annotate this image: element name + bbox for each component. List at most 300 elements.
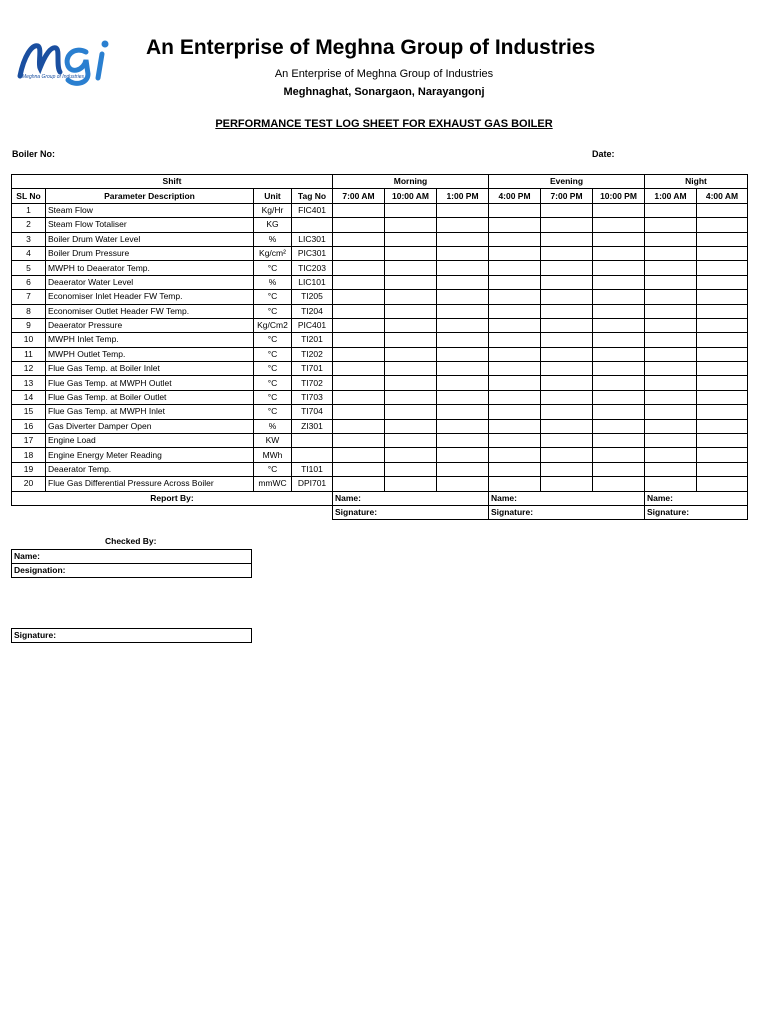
time-col: 1:00 PM — [437, 189, 489, 203]
unit-cell: °C — [254, 390, 292, 404]
reading-cell[interactable] — [645, 246, 697, 260]
reading-cell[interactable] — [697, 261, 748, 275]
reading-cell[interactable] — [593, 462, 645, 476]
reading-cell[interactable] — [697, 318, 748, 332]
unit-cell: °C — [254, 376, 292, 390]
reading-cell[interactable] — [593, 275, 645, 289]
reading-cell[interactable] — [593, 390, 645, 404]
reading-cell[interactable] — [489, 347, 541, 361]
reading-cell[interactable] — [697, 203, 748, 217]
reading-cell[interactable] — [437, 419, 489, 433]
reading-cell[interactable] — [645, 462, 697, 476]
time-col: 1:00 AM — [645, 189, 697, 203]
reading-cell[interactable] — [333, 232, 385, 246]
reading-cell[interactable] — [645, 290, 697, 304]
sl-cell: 16 — [12, 419, 46, 433]
table-row — [12, 261, 748, 275]
reading-cell[interactable] — [385, 477, 437, 491]
reading-cell[interactable] — [333, 477, 385, 491]
shift-morning: Morning — [333, 175, 489, 189]
reading-cell[interactable] — [645, 477, 697, 491]
reading-cell[interactable] — [593, 304, 645, 318]
reading-cell[interactable] — [333, 290, 385, 304]
reading-cell[interactable] — [645, 333, 697, 347]
reading-cell[interactable] — [645, 261, 697, 275]
sl-cell: 6 — [12, 275, 46, 289]
table-row — [12, 275, 748, 289]
reading-cell[interactable] — [385, 347, 437, 361]
param-cell: Flue Gas Temp. at MWPH Outlet — [46, 376, 254, 390]
reading-cell[interactable] — [645, 318, 697, 332]
reading-cell[interactable] — [437, 362, 489, 376]
param-cell: Deaerator Pressure — [46, 318, 254, 332]
reading-cell[interactable] — [541, 405, 593, 419]
reading-cell[interactable] — [333, 304, 385, 318]
checked-name[interactable]: Name: — [12, 550, 252, 564]
tag-cell: DPI701 — [292, 477, 333, 491]
tag-cell — [292, 434, 333, 448]
reading-cell[interactable] — [489, 448, 541, 462]
reading-cell[interactable] — [489, 419, 541, 433]
param-cell: Boiler Drum Pressure — [46, 246, 254, 260]
reading-cell[interactable] — [385, 203, 437, 217]
unit-cell: °C — [254, 347, 292, 361]
blank-cell — [12, 505, 333, 519]
reading-cell[interactable] — [437, 390, 489, 404]
reading-cell[interactable] — [541, 232, 593, 246]
report-name-field[interactable]: Name: — [333, 491, 489, 505]
unit-cell: KW — [254, 434, 292, 448]
reading-cell[interactable] — [645, 218, 697, 232]
reading-cell[interactable] — [697, 376, 748, 390]
reading-cell[interactable] — [541, 448, 593, 462]
report-name-row — [12, 491, 748, 505]
unit-cell: KG — [254, 218, 292, 232]
param-cell: Engine Energy Meter Reading — [46, 448, 254, 462]
reading-cell[interactable] — [541, 347, 593, 361]
unit-cell: Kg/Hr — [254, 203, 292, 217]
reading-cell[interactable] — [333, 405, 385, 419]
reading-cell[interactable] — [697, 462, 748, 476]
reading-cell[interactable] — [593, 362, 645, 376]
reading-cell[interactable] — [385, 232, 437, 246]
reading-cell[interactable] — [697, 362, 748, 376]
shift-evening: Evening — [489, 175, 645, 189]
reading-cell[interactable] — [645, 203, 697, 217]
reading-cell[interactable] — [385, 318, 437, 332]
sl-cell: 9 — [12, 318, 46, 332]
reading-cell[interactable] — [333, 462, 385, 476]
tag-cell: TI205 — [292, 290, 333, 304]
reading-cell[interactable] — [437, 290, 489, 304]
report-by-label: Report By: — [12, 491, 333, 505]
reading-cell[interactable] — [437, 347, 489, 361]
reading-cell[interactable] — [385, 390, 437, 404]
sl-cell: 4 — [12, 246, 46, 260]
table-row — [12, 304, 748, 318]
reading-cell[interactable] — [437, 232, 489, 246]
sl-cell: 15 — [12, 405, 46, 419]
logo-tagline: Meghna Group of Industries — [22, 74, 84, 80]
shift-night: Night — [645, 175, 748, 189]
log-table — [11, 174, 748, 520]
sl-cell: 19 — [12, 462, 46, 476]
reading-cell[interactable] — [697, 275, 748, 289]
report-signature-row — [12, 505, 748, 519]
reading-cell[interactable] — [645, 419, 697, 433]
sl-cell: 3 — [12, 232, 46, 246]
reading-cell[interactable] — [437, 477, 489, 491]
sl-cell: 11 — [12, 347, 46, 361]
sl-cell: 8 — [12, 304, 46, 318]
reading-cell[interactable] — [437, 434, 489, 448]
tag-cell: PIC401 — [292, 318, 333, 332]
time-col: 4:00 PM — [489, 189, 541, 203]
reading-cell[interactable] — [333, 333, 385, 347]
reading-cell[interactable] — [333, 246, 385, 260]
reading-cell[interactable] — [593, 405, 645, 419]
reading-cell[interactable] — [541, 275, 593, 289]
reading-cell[interactable] — [645, 304, 697, 318]
reading-cell[interactable] — [541, 477, 593, 491]
col-tag: Tag No — [292, 189, 333, 203]
reading-cell[interactable] — [489, 203, 541, 217]
table-row — [12, 203, 748, 217]
tag-cell: TI202 — [292, 347, 333, 361]
reading-cell[interactable] — [645, 362, 697, 376]
checked-by-table — [11, 549, 252, 578]
tag-cell: TI204 — [292, 304, 333, 318]
reading-cell[interactable] — [385, 218, 437, 232]
reading-cell[interactable] — [489, 405, 541, 419]
param-cell: Flue Gas Differential Pressure Across Boiler — [46, 477, 254, 491]
reading-cell[interactable] — [697, 246, 748, 260]
param-cell: Steam Flow Totaliser — [46, 218, 254, 232]
reading-cell[interactable] — [697, 333, 748, 347]
tag-cell: TI701 — [292, 362, 333, 376]
unit-cell: °C — [254, 304, 292, 318]
reading-cell[interactable] — [385, 419, 437, 433]
reading-cell[interactable] — [541, 218, 593, 232]
reading-cell[interactable] — [645, 275, 697, 289]
reading-cell[interactable] — [593, 246, 645, 260]
reading-cell[interactable] — [697, 347, 748, 361]
reading-cell[interactable] — [697, 405, 748, 419]
shift-header-row — [12, 175, 748, 189]
reading-cell[interactable] — [385, 290, 437, 304]
reading-cell[interactable] — [593, 318, 645, 332]
param-cell: Flue Gas Temp. at MWPH Inlet — [46, 405, 254, 419]
tag-cell: TI703 — [292, 390, 333, 404]
reading-cell[interactable] — [333, 362, 385, 376]
reading-cell[interactable] — [541, 376, 593, 390]
report-name-field[interactable]: Name: — [645, 491, 748, 505]
param-cell: Flue Gas Temp. at Boiler Outlet — [46, 390, 254, 404]
reading-cell[interactable] — [385, 434, 437, 448]
reading-cell[interactable] — [489, 232, 541, 246]
reading-cell[interactable] — [437, 304, 489, 318]
param-cell: MWPH Outlet Temp. — [46, 347, 254, 361]
param-cell: MWPH to Deaerator Temp. — [46, 261, 254, 275]
reading-cell[interactable] — [593, 218, 645, 232]
reading-cell[interactable] — [645, 390, 697, 404]
reading-cell[interactable] — [437, 261, 489, 275]
table-row — [12, 462, 748, 476]
reading-cell[interactable] — [437, 246, 489, 260]
col-param: Parameter Description — [46, 189, 254, 203]
tag-cell: PIC301 — [292, 246, 333, 260]
table-row — [12, 318, 748, 332]
sheet-title: PERFORMANCE TEST LOG SHEET FOR EXHAUST GAS BOILER — [215, 118, 553, 130]
param-cell: Boiler Drum Water Level — [46, 232, 254, 246]
table-row — [12, 218, 748, 232]
reading-cell[interactable] — [541, 318, 593, 332]
unit-cell: °C — [254, 362, 292, 376]
param-cell: Steam Flow — [46, 203, 254, 217]
reading-cell[interactable] — [385, 462, 437, 476]
reading-cell[interactable] — [541, 246, 593, 260]
column-header-row — [12, 189, 748, 203]
unit-cell: % — [254, 419, 292, 433]
reading-cell[interactable] — [385, 261, 437, 275]
reading-cell[interactable] — [697, 290, 748, 304]
reading-cell[interactable] — [489, 246, 541, 260]
reading-cell[interactable] — [385, 405, 437, 419]
reading-cell[interactable] — [541, 390, 593, 404]
tag-cell: TIC203 — [292, 261, 333, 275]
reading-cell[interactable] — [593, 261, 645, 275]
reading-cell[interactable] — [437, 218, 489, 232]
time-col: 10:00 AM — [385, 189, 437, 203]
table-row — [12, 246, 748, 260]
checked-signature[interactable]: Signature: — [12, 629, 252, 643]
table-row — [12, 333, 748, 347]
table-row — [12, 347, 748, 361]
sl-cell: 10 — [12, 333, 46, 347]
checked-signature-table — [11, 628, 252, 643]
reading-cell[interactable] — [437, 405, 489, 419]
reading-cell[interactable] — [489, 376, 541, 390]
reading-cell[interactable] — [541, 304, 593, 318]
unit-cell: °C — [254, 290, 292, 304]
tag-cell: TI101 — [292, 462, 333, 476]
mgi-logo — [16, 38, 126, 88]
reading-cell[interactable] — [385, 448, 437, 462]
unit-cell: % — [254, 232, 292, 246]
reading-cell[interactable] — [697, 434, 748, 448]
sl-cell: 13 — [12, 376, 46, 390]
sl-cell: 7 — [12, 290, 46, 304]
reading-cell[interactable] — [437, 462, 489, 476]
reading-cell[interactable] — [333, 419, 385, 433]
reading-cell[interactable] — [385, 304, 437, 318]
tag-cell: FIC401 — [292, 203, 333, 217]
reading-cell[interactable] — [541, 290, 593, 304]
reading-cell[interactable] — [697, 304, 748, 318]
reading-cell[interactable] — [437, 203, 489, 217]
reading-cell[interactable] — [645, 405, 697, 419]
time-col: 7:00 PM — [541, 189, 593, 203]
unit-cell: °C — [254, 333, 292, 347]
reading-cell[interactable] — [593, 376, 645, 390]
reading-cell[interactable] — [489, 261, 541, 275]
reading-cell[interactable] — [437, 448, 489, 462]
sl-cell: 12 — [12, 362, 46, 376]
reading-cell[interactable] — [593, 203, 645, 217]
unit-cell: % — [254, 275, 292, 289]
reading-cell[interactable] — [593, 347, 645, 361]
reading-cell[interactable] — [645, 232, 697, 246]
reading-cell[interactable] — [333, 390, 385, 404]
table-row — [12, 376, 748, 390]
reading-cell[interactable] — [697, 419, 748, 433]
reading-cell[interactable] — [541, 362, 593, 376]
table-row — [12, 390, 748, 404]
table-row — [12, 448, 748, 462]
sl-cell: 20 — [12, 477, 46, 491]
col-sl: SL No — [12, 189, 46, 203]
sl-cell: 14 — [12, 390, 46, 404]
tag-cell: LIC101 — [292, 275, 333, 289]
reading-cell[interactable] — [437, 318, 489, 332]
param-cell: Engine Load — [46, 434, 254, 448]
report-signature-field[interactable]: Signature: — [645, 505, 748, 519]
company-title: An Enterprise of Meghna Group of Industries — [146, 36, 596, 59]
col-unit: Unit — [254, 189, 292, 203]
reading-cell[interactable] — [385, 275, 437, 289]
table-row — [12, 477, 748, 491]
reading-cell[interactable] — [541, 203, 593, 217]
reading-cell[interactable] — [593, 434, 645, 448]
reading-cell[interactable] — [697, 232, 748, 246]
param-cell: Economiser Inlet Header FW Temp. — [46, 290, 254, 304]
reading-cell[interactable] — [645, 376, 697, 390]
reading-cell[interactable] — [489, 390, 541, 404]
reading-cell[interactable] — [333, 275, 385, 289]
report-signature-field[interactable]: Signature: — [333, 505, 489, 519]
reading-cell[interactable] — [489, 318, 541, 332]
reading-cell[interactable] — [489, 304, 541, 318]
reading-cell[interactable] — [333, 347, 385, 361]
time-col: 4:00 AM — [697, 189, 748, 203]
report-signature-field[interactable]: Signature: — [489, 505, 645, 519]
tag-cell: TI702 — [292, 376, 333, 390]
time-col: 7:00 AM — [333, 189, 385, 203]
reading-cell[interactable] — [489, 275, 541, 289]
reading-cell[interactable] — [385, 376, 437, 390]
reading-cell[interactable] — [489, 462, 541, 476]
reading-cell[interactable] — [333, 218, 385, 232]
unit-cell: mmWC — [254, 477, 292, 491]
param-cell: Economiser Outlet Header FW Temp. — [46, 304, 254, 318]
reading-cell[interactable] — [333, 203, 385, 217]
reading-cell[interactable] — [489, 434, 541, 448]
sl-cell: 18 — [12, 448, 46, 462]
reading-cell[interactable] — [593, 290, 645, 304]
reading-cell[interactable] — [437, 376, 489, 390]
table-row — [12, 419, 748, 433]
company-subtitle: An Enterprise of Meghna Group of Industries — [274, 68, 494, 80]
reading-cell[interactable] — [697, 477, 748, 491]
reading-cell[interactable] — [541, 419, 593, 433]
reading-cell[interactable] — [697, 448, 748, 462]
report-name-field[interactable]: Name: — [489, 491, 645, 505]
boiler-no-label: Boiler No: — [12, 149, 56, 159]
reading-cell[interactable] — [541, 261, 593, 275]
tag-cell: TI704 — [292, 405, 333, 419]
reading-cell[interactable] — [593, 232, 645, 246]
reading-cell[interactable] — [541, 333, 593, 347]
sl-cell: 5 — [12, 261, 46, 275]
unit-cell: Kg/cm² — [254, 246, 292, 260]
tag-cell: LIC301 — [292, 232, 333, 246]
sl-cell: 17 — [12, 434, 46, 448]
reading-cell[interactable] — [593, 448, 645, 462]
tag-cell — [292, 218, 333, 232]
checked-designation[interactable]: Designation: — [12, 564, 252, 578]
reading-cell[interactable] — [385, 333, 437, 347]
company-address: Meghnaghat, Sonargaon, Narayangonj — [283, 86, 485, 98]
reading-cell[interactable] — [541, 434, 593, 448]
tag-cell: TI201 — [292, 333, 333, 347]
reading-cell[interactable] — [593, 419, 645, 433]
tag-cell: ZI301 — [292, 419, 333, 433]
table-row — [12, 232, 748, 246]
unit-cell: °C — [254, 261, 292, 275]
table-row — [12, 290, 748, 304]
unit-cell: °C — [254, 405, 292, 419]
reading-cell[interactable] — [593, 477, 645, 491]
date-label: Date: — [592, 149, 615, 159]
reading-cell[interactable] — [645, 434, 697, 448]
reading-cell[interactable] — [541, 462, 593, 476]
reading-cell[interactable] — [489, 218, 541, 232]
checked-by-title: Checked By: — [105, 536, 157, 546]
unit-cell: Kg/Cm2 — [254, 318, 292, 332]
reading-cell[interactable] — [697, 218, 748, 232]
reading-cell[interactable] — [385, 246, 437, 260]
unit-cell: °C — [254, 462, 292, 476]
reading-cell[interactable] — [489, 333, 541, 347]
param-cell: Deaerator Water Level — [46, 275, 254, 289]
tag-cell — [292, 448, 333, 462]
reading-cell[interactable] — [333, 434, 385, 448]
table-row — [12, 405, 748, 419]
param-cell: Deaerator Temp. — [46, 462, 254, 476]
param-cell: MWPH Inlet Temp. — [46, 333, 254, 347]
reading-cell[interactable] — [489, 477, 541, 491]
reading-cell[interactable] — [333, 261, 385, 275]
reading-cell[interactable] — [645, 347, 697, 361]
reading-cell[interactable] — [645, 448, 697, 462]
table-row — [12, 434, 748, 448]
reading-cell[interactable] — [437, 275, 489, 289]
sl-cell: 1 — [12, 203, 46, 217]
reading-cell[interactable] — [593, 333, 645, 347]
reading-cell[interactable] — [697, 390, 748, 404]
reading-cell[interactable] — [489, 290, 541, 304]
param-cell: Gas Diverter Damper Open — [46, 419, 254, 433]
time-col: 10:00 PM — [593, 189, 645, 203]
reading-cell[interactable] — [437, 333, 489, 347]
unit-cell: MWh — [254, 448, 292, 462]
reading-cell[interactable] — [489, 362, 541, 376]
reading-cell[interactable] — [333, 318, 385, 332]
shift-label: Shift — [12, 175, 333, 189]
reading-cell[interactable] — [385, 362, 437, 376]
reading-cell[interactable] — [333, 448, 385, 462]
reading-cell[interactable] — [333, 376, 385, 390]
